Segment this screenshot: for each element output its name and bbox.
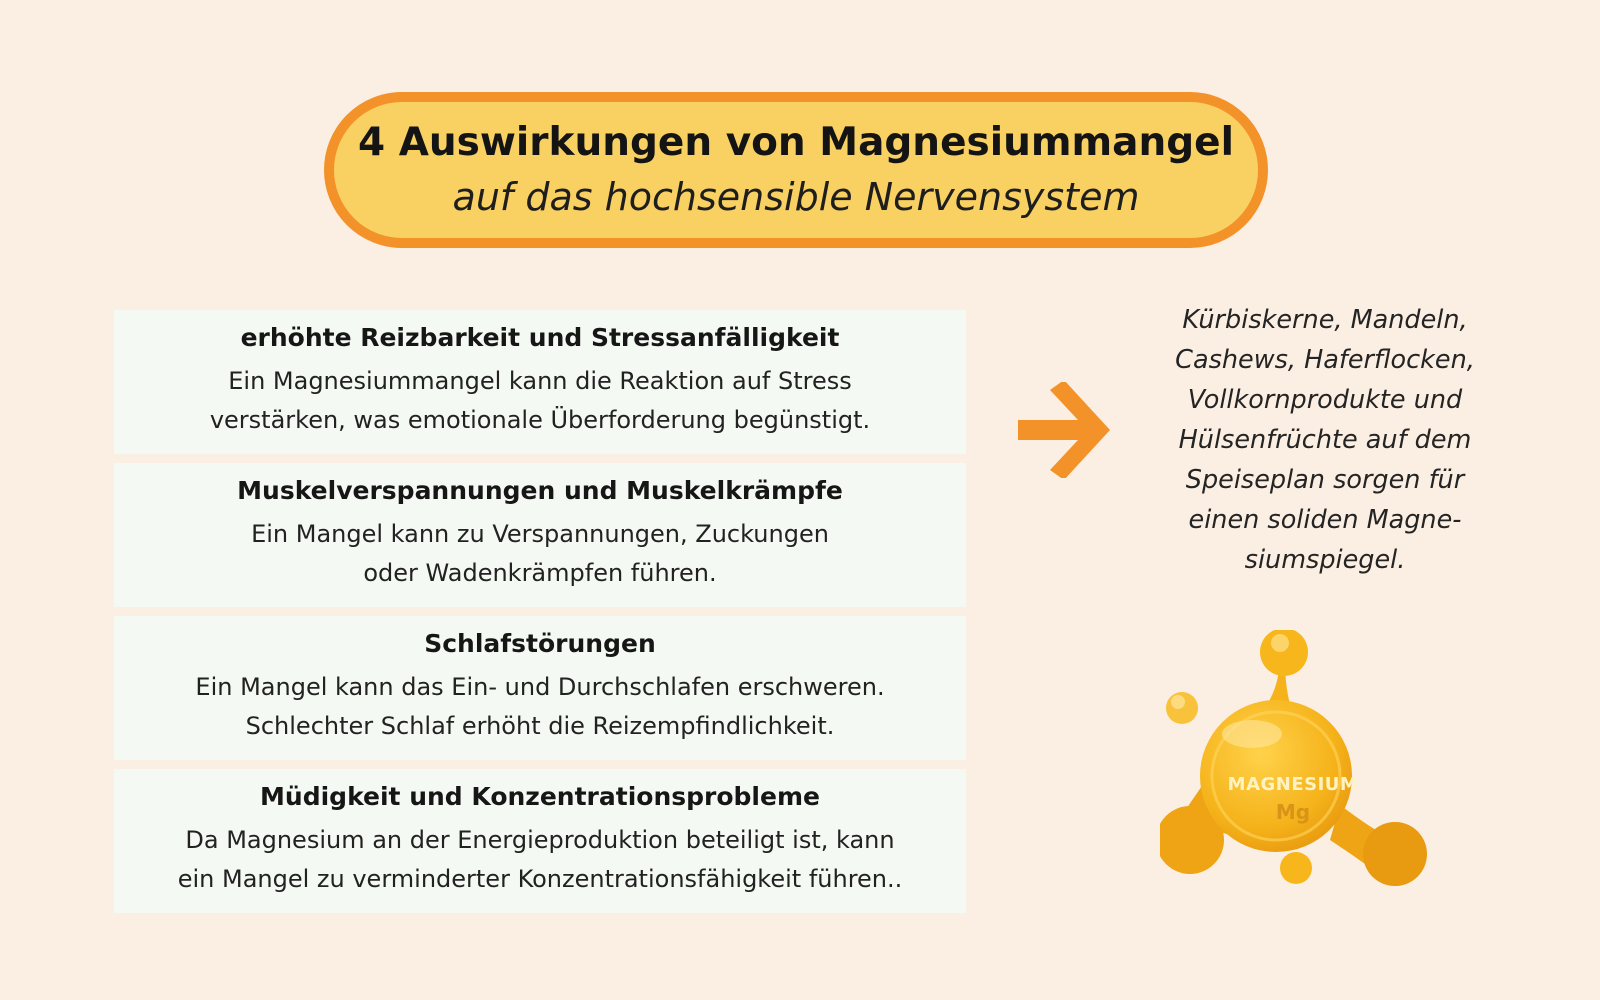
effect-card-text-line: Ein Magnesiummangel kann die Reaktion auf Stress: [228, 367, 852, 395]
effect-card-text-line: Da Magnesium an der Energieproduktion beteiligt ist, kann: [185, 826, 895, 854]
effect-card-text: [114, 668, 966, 746]
effect-card-text: [114, 515, 966, 593]
food-tip-line: siumspiegel.: [1244, 545, 1406, 575]
page-subtitle: auf das hochsensible Nervensystem: [452, 175, 1140, 219]
effect-card-text-line: Ein Mangel kann zu Verspannungen, Zuckungen: [251, 520, 829, 548]
effect-card-text-line: oder Wadenkrämpfen führen.: [363, 559, 717, 587]
food-tip-line: Cashews, Haferflocken,: [1175, 345, 1475, 375]
food-tip-line: Kürbiskerne, Mandeln,: [1182, 305, 1468, 335]
page-title: 4 Auswirkungen von Magnesiummangel: [358, 120, 1234, 165]
effect-card-fatigue: [114, 769, 966, 913]
effect-card-text: [114, 362, 966, 440]
effect-card-stress: [114, 310, 966, 454]
food-tip-line: Speiseplan sorgen für: [1185, 465, 1465, 495]
food-tip-line: einen soliden Magne-: [1188, 505, 1462, 535]
title-banner: [324, 92, 1268, 248]
effect-card-text-line: ein Mangel zu verminderter Konzentrationsfähigkeit führen..: [177, 865, 903, 893]
effect-card-text-line: Ein Mangel kann das Ein- und Durchschlafen erschweren.: [195, 673, 885, 701]
molecule-symbol: Mg: [1275, 800, 1311, 824]
effect-card-text-line: Schlechter Schlaf erhöht die Reizempfindlichkeit.: [245, 712, 835, 740]
food-tip-line: Hülsenfrüchte auf dem: [1178, 425, 1472, 455]
effect-card-text-line: verstärken, was emotionale Überforderung begünstigt.: [209, 406, 871, 434]
food-tip-text: [1135, 300, 1515, 580]
arrow-right-icon: [1018, 382, 1128, 478]
effect-card-title: erhöhte Reizbarkeit und Stressanfälligkeit: [240, 323, 840, 352]
effect-card-sleep: [114, 616, 966, 760]
effect-card-title: Müdigkeit und Konzentrationsprobleme: [260, 782, 820, 811]
molecule-label: MAGNESIUM: [1227, 774, 1359, 795]
effect-card-title: Schlafstörungen: [424, 629, 656, 658]
effect-card-text: [114, 821, 966, 899]
effect-card-title: Muskelverspannungen und Muskelkrämpfe: [237, 476, 843, 505]
magnesium-molecule-icon: [1160, 630, 1430, 910]
food-tip-line: Vollkornprodukte und: [1187, 385, 1463, 415]
effect-card-muscles: [114, 463, 966, 607]
